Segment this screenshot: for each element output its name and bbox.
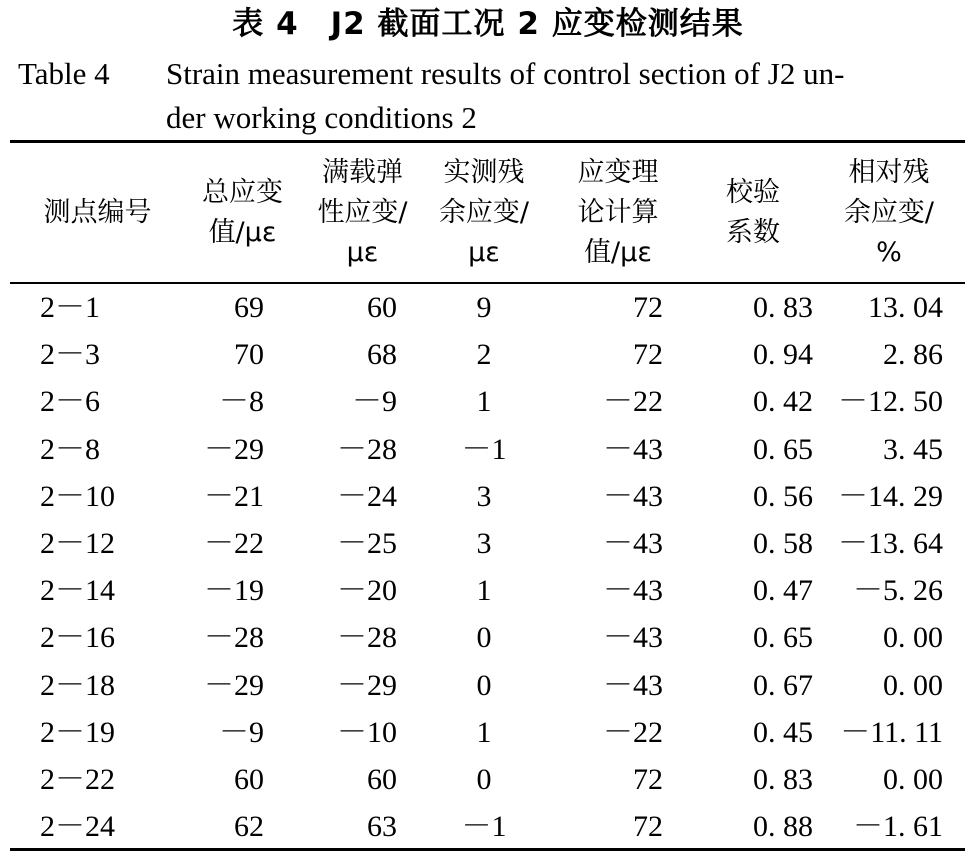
column-header-line: 余应变/ xyxy=(438,196,530,228)
table-body xyxy=(10,282,965,850)
cell-theoretical-strain: －22 xyxy=(603,385,663,419)
cell-point-id: 2－10 xyxy=(40,479,115,513)
table-caption-english xyxy=(18,52,958,140)
table-row xyxy=(10,614,965,661)
table-row xyxy=(10,378,965,425)
column-header-line: 余应变/ xyxy=(843,196,935,228)
cell-point-id: 2－12 xyxy=(40,527,115,561)
cell-elastic-strain: －29 xyxy=(337,668,397,702)
column-header-line: με xyxy=(346,236,379,268)
table-row xyxy=(10,803,965,850)
cell-total-strain: －22 xyxy=(204,527,264,561)
cell-check-coefficient: 0. 65 xyxy=(753,432,813,466)
cell-residual-strain: 1 xyxy=(476,715,492,749)
column-header-line: 校验 xyxy=(726,176,780,208)
cell-check-coefficient: 0. 65 xyxy=(753,621,813,655)
column-header-line: 实测残 xyxy=(443,156,525,188)
table-row xyxy=(10,331,965,378)
cell-residual-strain: －1 xyxy=(461,810,507,844)
cell-elastic-strain: －28 xyxy=(337,621,397,655)
cell-total-strain: －19 xyxy=(204,574,264,608)
cell-total-strain: －8 xyxy=(219,385,264,419)
cell-point-id: 2－3 xyxy=(40,338,100,372)
cell-relative-residual: －13. 64 xyxy=(838,527,943,561)
table-row xyxy=(10,709,965,756)
cell-point-id: 2－18 xyxy=(40,668,115,702)
cell-check-coefficient: 0. 47 xyxy=(753,574,813,608)
cell-check-coefficient: 0. 58 xyxy=(753,527,813,561)
cell-residual-strain: 1 xyxy=(476,385,492,419)
strain-results-table xyxy=(10,143,965,850)
cell-check-coefficient: 0. 56 xyxy=(753,479,813,513)
cell-check-coefficient: 0. 83 xyxy=(753,291,813,325)
column-header-relative-residual xyxy=(813,143,965,282)
cell-theoretical-strain: 72 xyxy=(633,338,663,372)
column-header-line: 值/με xyxy=(584,236,652,268)
table-caption-text-line2: der working conditions 2 xyxy=(166,100,477,135)
cell-elastic-strain: 63 xyxy=(367,810,397,844)
column-header-line: 相对残 xyxy=(848,156,930,188)
column-header-line: 论计算 xyxy=(577,196,659,228)
column-header-line: % xyxy=(876,236,902,268)
column-header-theoretical-strain xyxy=(543,143,693,282)
cell-residual-strain: 3 xyxy=(476,479,492,513)
cell-theoretical-strain: －43 xyxy=(603,479,663,513)
column-header-check-coefficient xyxy=(693,143,813,282)
cell-elastic-strain: －9 xyxy=(352,385,397,419)
cell-point-id: 2－6 xyxy=(40,385,100,419)
cell-elastic-strain: －20 xyxy=(337,574,397,608)
cell-total-strain: －21 xyxy=(204,479,264,513)
cell-check-coefficient: 0. 83 xyxy=(753,762,813,796)
table-row xyxy=(10,426,965,473)
column-header-point-id xyxy=(10,143,185,282)
cell-theoretical-strain: 72 xyxy=(633,762,663,796)
cell-total-strain: －29 xyxy=(204,432,264,466)
cell-relative-residual: －11. 11 xyxy=(840,715,943,749)
column-header-line: 性应变/ xyxy=(317,196,408,228)
table-row xyxy=(10,756,965,803)
cell-elastic-strain: －10 xyxy=(337,715,397,749)
table-row xyxy=(10,520,965,567)
cell-theoretical-strain: －43 xyxy=(603,527,663,561)
cell-relative-residual: 0. 00 xyxy=(883,621,943,655)
cell-elastic-strain: －25 xyxy=(337,527,397,561)
cell-relative-residual: 3. 45 xyxy=(883,432,943,466)
cell-total-strain: －9 xyxy=(219,715,264,749)
column-header-line: 应变理 xyxy=(577,156,659,188)
cell-elastic-strain: 68 xyxy=(367,338,397,372)
table-row xyxy=(10,473,965,520)
cell-theoretical-strain: 72 xyxy=(633,291,663,325)
cell-theoretical-strain: 72 xyxy=(633,810,663,844)
column-header-elastic-strain xyxy=(300,143,425,282)
cell-theoretical-strain: －43 xyxy=(603,621,663,655)
cell-total-strain: －28 xyxy=(204,621,264,655)
column-header-line: 总应变 xyxy=(202,176,283,208)
cell-residual-strain: 0 xyxy=(476,621,492,655)
cell-point-id: 2－1 xyxy=(40,291,100,325)
table-caption-label: Table 4 xyxy=(18,56,110,91)
column-header-line: 满载弹 xyxy=(322,156,403,188)
table-caption-chinese: 表 4 J2 截面工况 2 应变检测结果 xyxy=(232,6,744,42)
cell-relative-residual: －14. 29 xyxy=(838,479,943,513)
cell-residual-strain: －1 xyxy=(461,432,507,466)
cell-relative-residual: 0. 00 xyxy=(883,668,943,702)
cell-residual-strain: 9 xyxy=(476,291,492,325)
table-caption-text-line1: Strain measurement results of control section of J2 un- xyxy=(166,56,845,91)
cell-relative-residual: 13. 04 xyxy=(868,291,943,325)
table-caption-text xyxy=(166,52,958,140)
cell-relative-residual: －1. 61 xyxy=(853,810,943,844)
cell-relative-residual: －12. 50 xyxy=(838,385,943,419)
cell-point-id: 2－8 xyxy=(40,432,100,466)
cell-theoretical-strain: －43 xyxy=(603,432,663,466)
cell-elastic-strain: 60 xyxy=(367,762,397,796)
cell-point-id: 2－14 xyxy=(40,574,115,608)
column-header-line: 系数 xyxy=(726,216,780,248)
cell-elastic-strain: 60 xyxy=(367,291,397,325)
cell-check-coefficient: 0. 94 xyxy=(753,338,813,372)
cell-point-id: 2－22 xyxy=(40,762,115,796)
cell-total-strain: 60 xyxy=(234,762,264,796)
cell-residual-strain: 0 xyxy=(476,762,492,796)
column-header-line: με xyxy=(468,236,500,268)
cell-point-id: 2－24 xyxy=(40,810,115,844)
cell-elastic-strain: －24 xyxy=(337,479,397,513)
cell-theoretical-strain: －43 xyxy=(603,574,663,608)
cell-theoretical-strain: －43 xyxy=(603,668,663,702)
cell-check-coefficient: 0. 88 xyxy=(753,810,813,844)
cell-relative-residual: 2. 86 xyxy=(883,338,943,372)
column-header-line: 值/με xyxy=(208,216,277,248)
cell-total-strain: 62 xyxy=(234,810,264,844)
table-row xyxy=(10,662,965,709)
table-row xyxy=(10,567,965,614)
table-row xyxy=(10,282,965,331)
cell-residual-strain: 0 xyxy=(476,668,492,702)
cell-relative-residual: －5. 26 xyxy=(853,574,943,608)
cell-check-coefficient: 0. 42 xyxy=(753,385,813,419)
cell-total-strain: 70 xyxy=(234,338,264,372)
cell-check-coefficient: 0. 67 xyxy=(753,668,813,702)
cell-relative-residual: 0. 00 xyxy=(883,762,943,796)
column-header-residual-strain xyxy=(425,143,543,282)
cell-residual-strain: 3 xyxy=(476,527,492,561)
cell-point-id: 2－19 xyxy=(40,715,115,749)
cell-residual-strain: 2 xyxy=(476,338,492,372)
column-header-line: 测点编号 xyxy=(43,196,152,228)
cell-total-strain: 69 xyxy=(234,291,264,325)
cell-theoretical-strain: －22 xyxy=(603,715,663,749)
cell-elastic-strain: －28 xyxy=(337,432,397,466)
table-header xyxy=(10,143,965,282)
cell-check-coefficient: 0. 45 xyxy=(753,715,813,749)
header-row xyxy=(10,143,965,282)
cell-total-strain: －29 xyxy=(204,668,264,702)
cell-residual-strain: 1 xyxy=(476,574,492,608)
column-header-total-strain xyxy=(185,143,300,282)
cell-point-id: 2－16 xyxy=(40,621,115,655)
